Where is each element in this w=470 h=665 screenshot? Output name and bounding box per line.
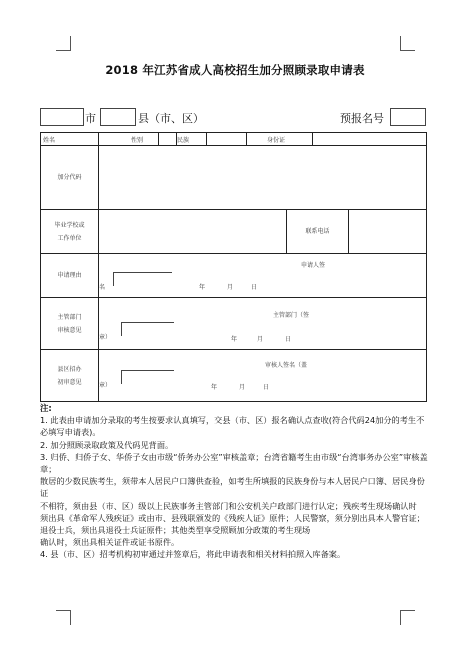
dept-label-1: 主管部门: [57, 313, 82, 321]
notes-head: 注:: [40, 403, 52, 413]
note-line: 1. 此表由申请加分录取的考生按要求认真填写，交县（市、区）报名确认点查收(符合代码24加分的考生不必填写申请表)。: [40, 415, 425, 438]
office-month: 月: [239, 384, 246, 391]
applicant-sign-tail: 名: [99, 284, 106, 291]
name-label-cell: [41, 133, 99, 146]
school-unit-label-cell: [41, 210, 99, 254]
notes-section: [40, 402, 432, 561]
application-table: [40, 132, 427, 402]
gender-label: 性别: [131, 136, 144, 144]
phone-input[interactable]: [349, 210, 427, 254]
dept-label-cell: [41, 298, 99, 350]
id-label: 身份证: [267, 136, 286, 144]
county-label: 县（市、区）: [138, 112, 204, 125]
school-unit-label-1: 毕业学校或: [54, 221, 85, 229]
office-label-2: 初审意见: [57, 378, 82, 386]
regno-label: 预报名号: [340, 112, 384, 125]
reason-label-cell: [41, 254, 99, 298]
school-unit-label-2: 工作单位: [57, 234, 82, 242]
note-line: 确认时，须出具相关证件或证书原件。: [40, 537, 180, 548]
reason-label: 申请理由: [57, 272, 82, 279]
city-label: 市: [85, 112, 96, 125]
office-label-cell: [41, 350, 99, 402]
office-day: 日: [263, 384, 270, 391]
school-unit-input[interactable]: [99, 210, 287, 254]
name-input[interactable]: [99, 133, 159, 146]
crop-mark-bottom-left: [56, 610, 71, 625]
dept-label-2: 审核意见: [57, 326, 82, 334]
note-line: 须出具《革命军人残疾证》或由市、县残联颁发的《残疾人证》原件；人民警察，须分别出具本人警官证；退役士兵，须出具退役士兵证原件；其他类型享受照顾加分政策的考生现场: [40, 512, 425, 536]
office-year: 年: [211, 384, 218, 391]
phone-label: 联系电话: [305, 228, 330, 235]
bonus-code-label-cell: [41, 146, 99, 210]
id-input[interactable]: [313, 133, 427, 146]
crop-mark-bottom-right: [400, 610, 415, 625]
dept-review-input[interactable]: [99, 298, 427, 350]
office-review-input[interactable]: [99, 350, 427, 402]
city-input[interactable]: [40, 108, 84, 126]
crop-mark-top-left: [56, 36, 71, 51]
name-label: 姓名: [43, 136, 56, 144]
note-line: 2. 加分照顾录取政策及代码见背面。: [40, 439, 174, 450]
dept-seal-box[interactable]: [121, 322, 174, 336]
applicant-sign-label: 申请人签: [301, 262, 326, 269]
regno-input[interactable]: [390, 108, 426, 126]
bonus-code-input[interactable]: [99, 146, 427, 210]
dept-sign-tail: 章）: [99, 334, 112, 341]
note-line: 3. 归侨、归侨子女、华侨子女由市级“侨务办公室”审核盖章；台湾省籍考生由市级“台湾事务办公室”审核盖章；: [40, 451, 428, 475]
applicant-signature-box[interactable]: [113, 272, 172, 286]
ethnicity-input[interactable]: [207, 133, 247, 146]
dept-month: 月: [257, 336, 264, 343]
id-label-cell: [247, 133, 313, 146]
ethnicity-label: 民族: [177, 136, 190, 144]
reason-month: 月: [227, 284, 234, 291]
crop-mark-top-right: [400, 36, 415, 51]
office-seal-box[interactable]: [121, 370, 174, 384]
county-input[interactable]: [100, 108, 136, 126]
gender-input[interactable]: [159, 133, 177, 146]
office-label-1: 县区招办: [57, 365, 82, 373]
ethnicity-label-cell: [177, 133, 207, 146]
bonus-code-label: 加分代码: [57, 174, 82, 181]
form-title: 2018 年江苏省成人高校招生加分照顾录取申请表: [105, 63, 365, 77]
phone-label-cell: [287, 210, 349, 254]
office-sign-tail: 章）: [99, 382, 112, 389]
note-line: 4. 县（市、区）招考机构初审通过并签章后，将此申请表和相关材料拍照入库备案。: [40, 549, 346, 560]
location-row: [40, 106, 426, 128]
dept-sign-label: 主管部门（签: [273, 312, 310, 319]
dept-day: 日: [285, 336, 292, 343]
reason-year: 年: [199, 284, 206, 291]
office-sign-label: 审核人签名（盖: [265, 362, 308, 369]
note-line: 不相符，须由县（市、区）级以上民族事务主管部门和公安机关户政部门进行认定；残疾考生现场确认时: [40, 500, 417, 511]
dept-year: 年: [231, 336, 238, 343]
reason-day: 日: [251, 284, 258, 291]
reason-input[interactable]: [99, 254, 427, 298]
note-line: 散居的少数民族考生，须带本人居民户口簿供查验，如考生所填报的民族身份与本人居民户口簿、居民身份证: [40, 476, 425, 499]
